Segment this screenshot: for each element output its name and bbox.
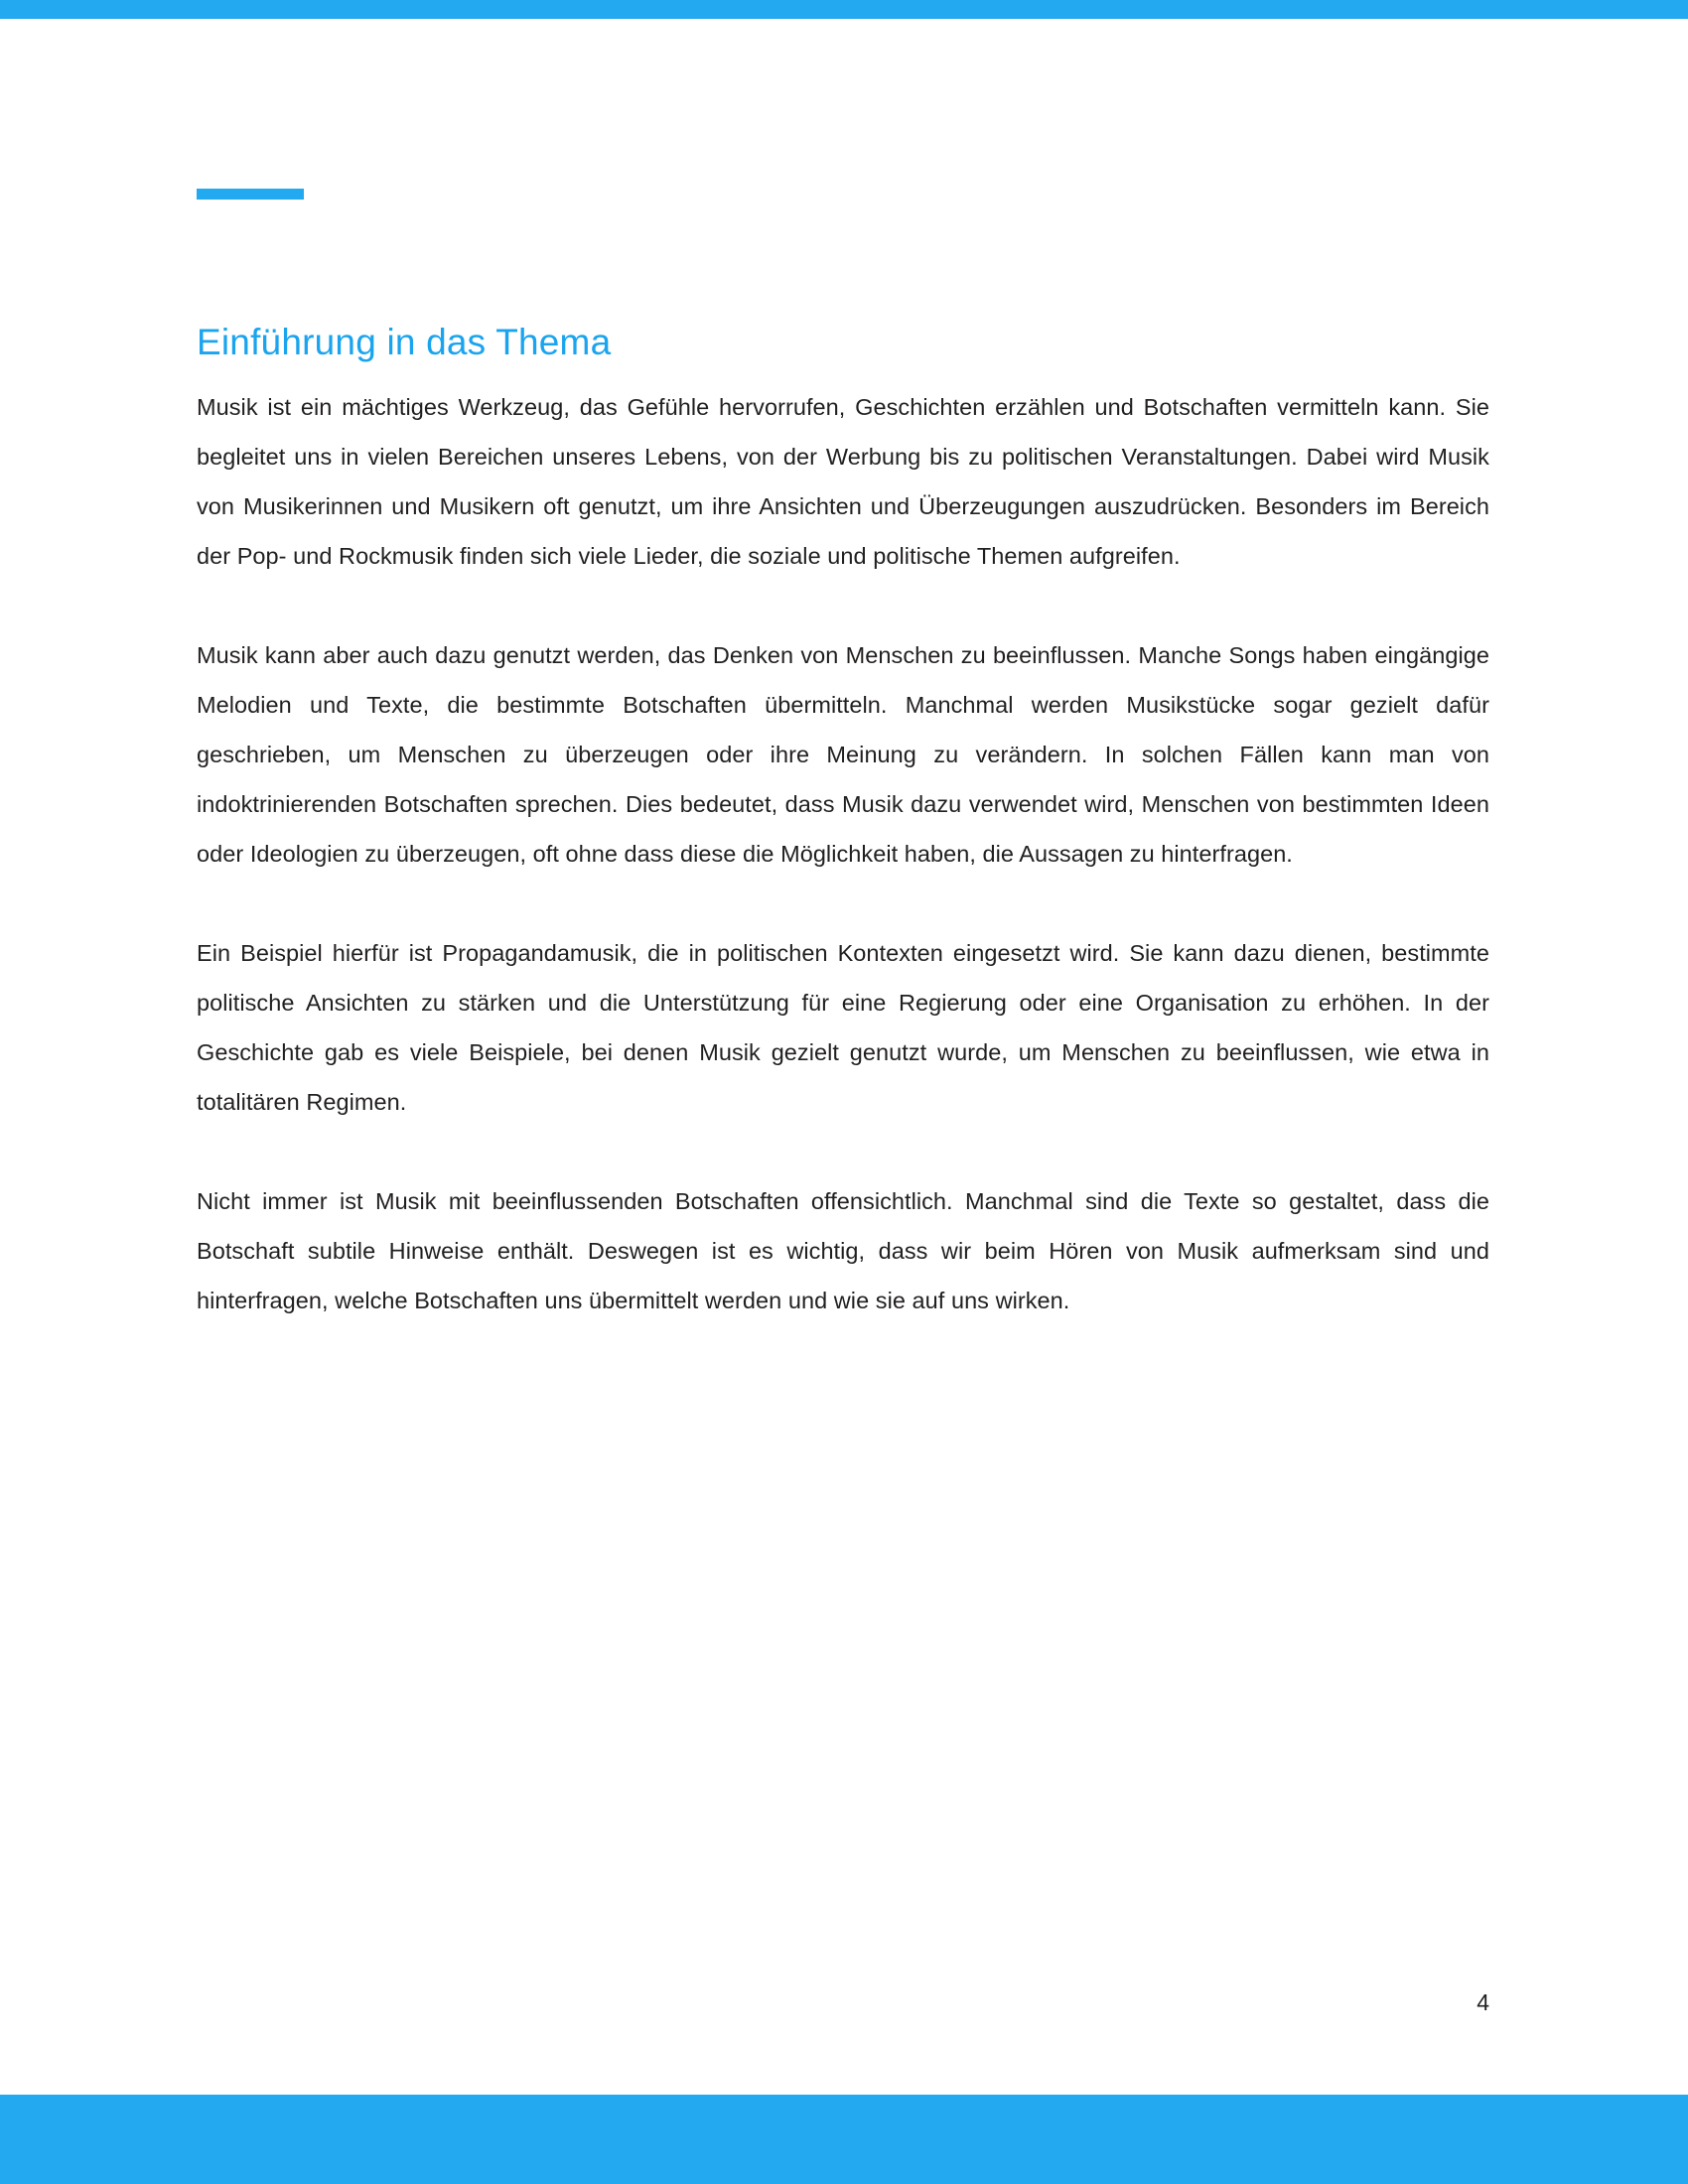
top-accent-bar <box>0 0 1688 19</box>
paragraph-3: Ein Beispiel hierfür ist Propagandamusik, die in politischen Kontexten eingesetzt wird. Sie kann dazu dienen, bestimmte politische Ansichten zu stärken und die Unterstützung für eine Regierung oder eine Organisation zu erhöhen. In der Geschichte gab es viele Beispiele, bei denen Musik gezielt genutzt wurde, um Menschen zu beeinflussen, wie etwa in totalitären Regimen. <box>197 940 1489 1115</box>
page-number: 4 <box>1477 1989 1489 2015</box>
body-text <box>197 382 1489 1325</box>
paragraph-1: Musik ist ein mächtiges Werkzeug, das Gefühle hervorrufen, Geschichten erzählen und Botschaften vermitteln kann. Sie begleitet uns in vielen Bereichen unseres Lebens, von der Werbung bis zu politischen Veranstaltungen. Dabei wird Musik von Musikerinnen und Musikern oft genutzt, um ihre Ansichten und Überzeugungen auszudrücken. Besonders im Bereich der Pop- und Rockmusik finden sich viele Lieder, die soziale und politische Themen aufgreifen. <box>197 394 1489 569</box>
paragraph-4: Nicht immer ist Musik mit beeinflussenden Botschaften offensichtlich. Manchmal sind die Texte so gestaltet, dass die Botschaft subtile Hinweise enthält. Deswegen ist es wichtig, dass wir beim Hören von Musik aufmerksam sind und hinterfragen, welche Botschaften uns übermittelt werden und wie sie auf uns wirken. <box>197 1188 1489 1313</box>
paragraph-2: Musik kann aber auch dazu genutzt werden, das Denken von Menschen zu beeinflussen. Manche Songs haben eingängige Melodien und Texte, die bestimmte Botschaften übermitteln. Manchmal werden Musikstücke sogar gezielt dafür geschrieben, um Menschen zu überzeugen oder ihre Meinung zu verändern. In solchen Fällen kann man von indoktrinierenden Botschaften sprechen. Dies bedeutet, dass Musik dazu verwendet wird, Menschen von bestimmten Ideen oder Ideologien zu überzeugen, oft ohne dass diese die Möglichkeit haben, die Aussagen zu hinterfragen. <box>197 642 1489 867</box>
bottom-accent-bar <box>0 2095 1688 2184</box>
heading-accent-rule <box>197 189 304 200</box>
page-title: Einführung in das Thema <box>197 321 612 362</box>
